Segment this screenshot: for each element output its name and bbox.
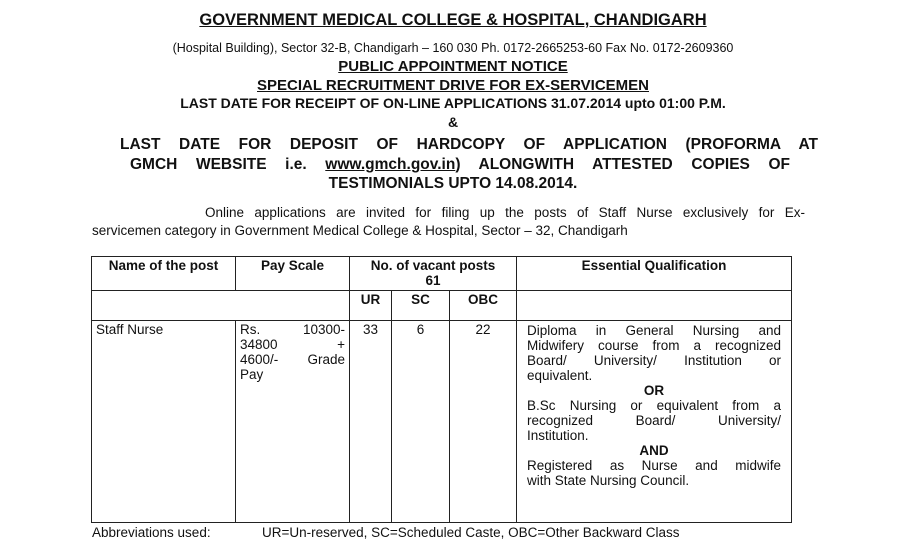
qualification-line: Institution. [527,428,589,443]
sc-count: 6 [392,321,450,523]
qualification-line: with State Nursing Council. [527,473,690,488]
header-vacant [350,257,517,291]
post-name: Staff Nurse [92,321,236,523]
pay-line: 34800 + [240,337,345,352]
table-row [92,321,792,523]
hardcopy-line2-pre: GMCH WEBSITE i.e. [130,156,307,173]
pay-scale [236,321,350,523]
qualification-line: B.Sc Nursing or equivalent from a [527,398,781,413]
intro-line1: Online applications are invited for filing up the posts of Staff Nurse exclusively for Ex- [205,205,805,220]
empty-cell [92,291,350,321]
header-post: Name of the post [92,257,236,291]
header-vacant-label: No. of vacant posts [370,258,496,273]
header-vacant-total: 61 [425,273,441,288]
qualification-line: equivalent. [527,368,593,383]
vacancy-table [91,256,792,523]
and-separator: AND [639,443,669,458]
qualification-line: Midwifery course from a recognized [527,338,781,353]
header-qualification: Essential Qualification [517,257,792,291]
or-separator: OR [643,383,665,398]
header-sc: SC [392,291,450,321]
drive-title: SPECIAL RECRUITMENT DRIVE FOR EX-SERVICEMEN [257,77,649,94]
institution-title: GOVERNMENT MEDICAL COLLEGE & HOSPITAL, CHANDIGARH [199,11,707,29]
intro-line2: servicemen category in Government Medical College & Hospital, Sector – 32, Chandigarh [92,223,628,238]
qualification-line: Registered as Nurse and midwife [527,458,781,473]
hardcopy-deadline-line2 [130,156,790,174]
online-deadline: LAST DATE FOR RECEIPT OF ON-LINE APPLICATIONS 31.07.2014 upto 01:00 P.M. [180,95,726,111]
hardcopy-deadline-line3: TESTIMONIALS UPTO 14.08.2014. [328,175,578,192]
obc-count: 22 [450,321,517,523]
address-line: (Hospital Building), Sector 32-B, Chandigarh – 160 030 Ph. 0172-2665253-60 Fax No. 0172-2609360 [172,41,734,55]
header-ur: UR [350,291,392,321]
website-link[interactable]: www.gmch.gov.in [325,156,456,173]
notice-title: PUBLIC APPOINTMENT NOTICE [338,58,568,75]
pay-line: 4600/- Grade [240,352,345,367]
qualification-line: Board/ University/ Institution or [527,353,781,368]
abbreviations-text: UR=Un-reserved, SC=Scheduled Caste, OBC=Other Backward Class [262,525,680,540]
qualification-line: Diploma in General Nursing and [527,323,781,338]
header-pay: Pay Scale [236,257,350,291]
hardcopy-line2-post: ) ALONGWITH ATTESTED COPIES OF [455,156,790,173]
pay-line: Pay [240,367,264,382]
qualification-line: recognized Board/ University/ [527,413,781,428]
abbreviations-label: Abbreviations used: [92,525,211,540]
empty-cell [517,291,792,321]
header-obc: OBC [450,291,517,321]
table-subheader-row [92,291,792,321]
ur-count: 33 [350,321,392,523]
table-header-row [92,257,792,291]
qualification [517,321,792,523]
hardcopy-deadline-line1: LAST DATE FOR DEPOSIT OF HARDCOPY OF APPLICATION (PROFORMA AT [120,136,818,153]
pay-line: Rs. 10300- [240,322,345,337]
ampersand: & [447,114,459,130]
